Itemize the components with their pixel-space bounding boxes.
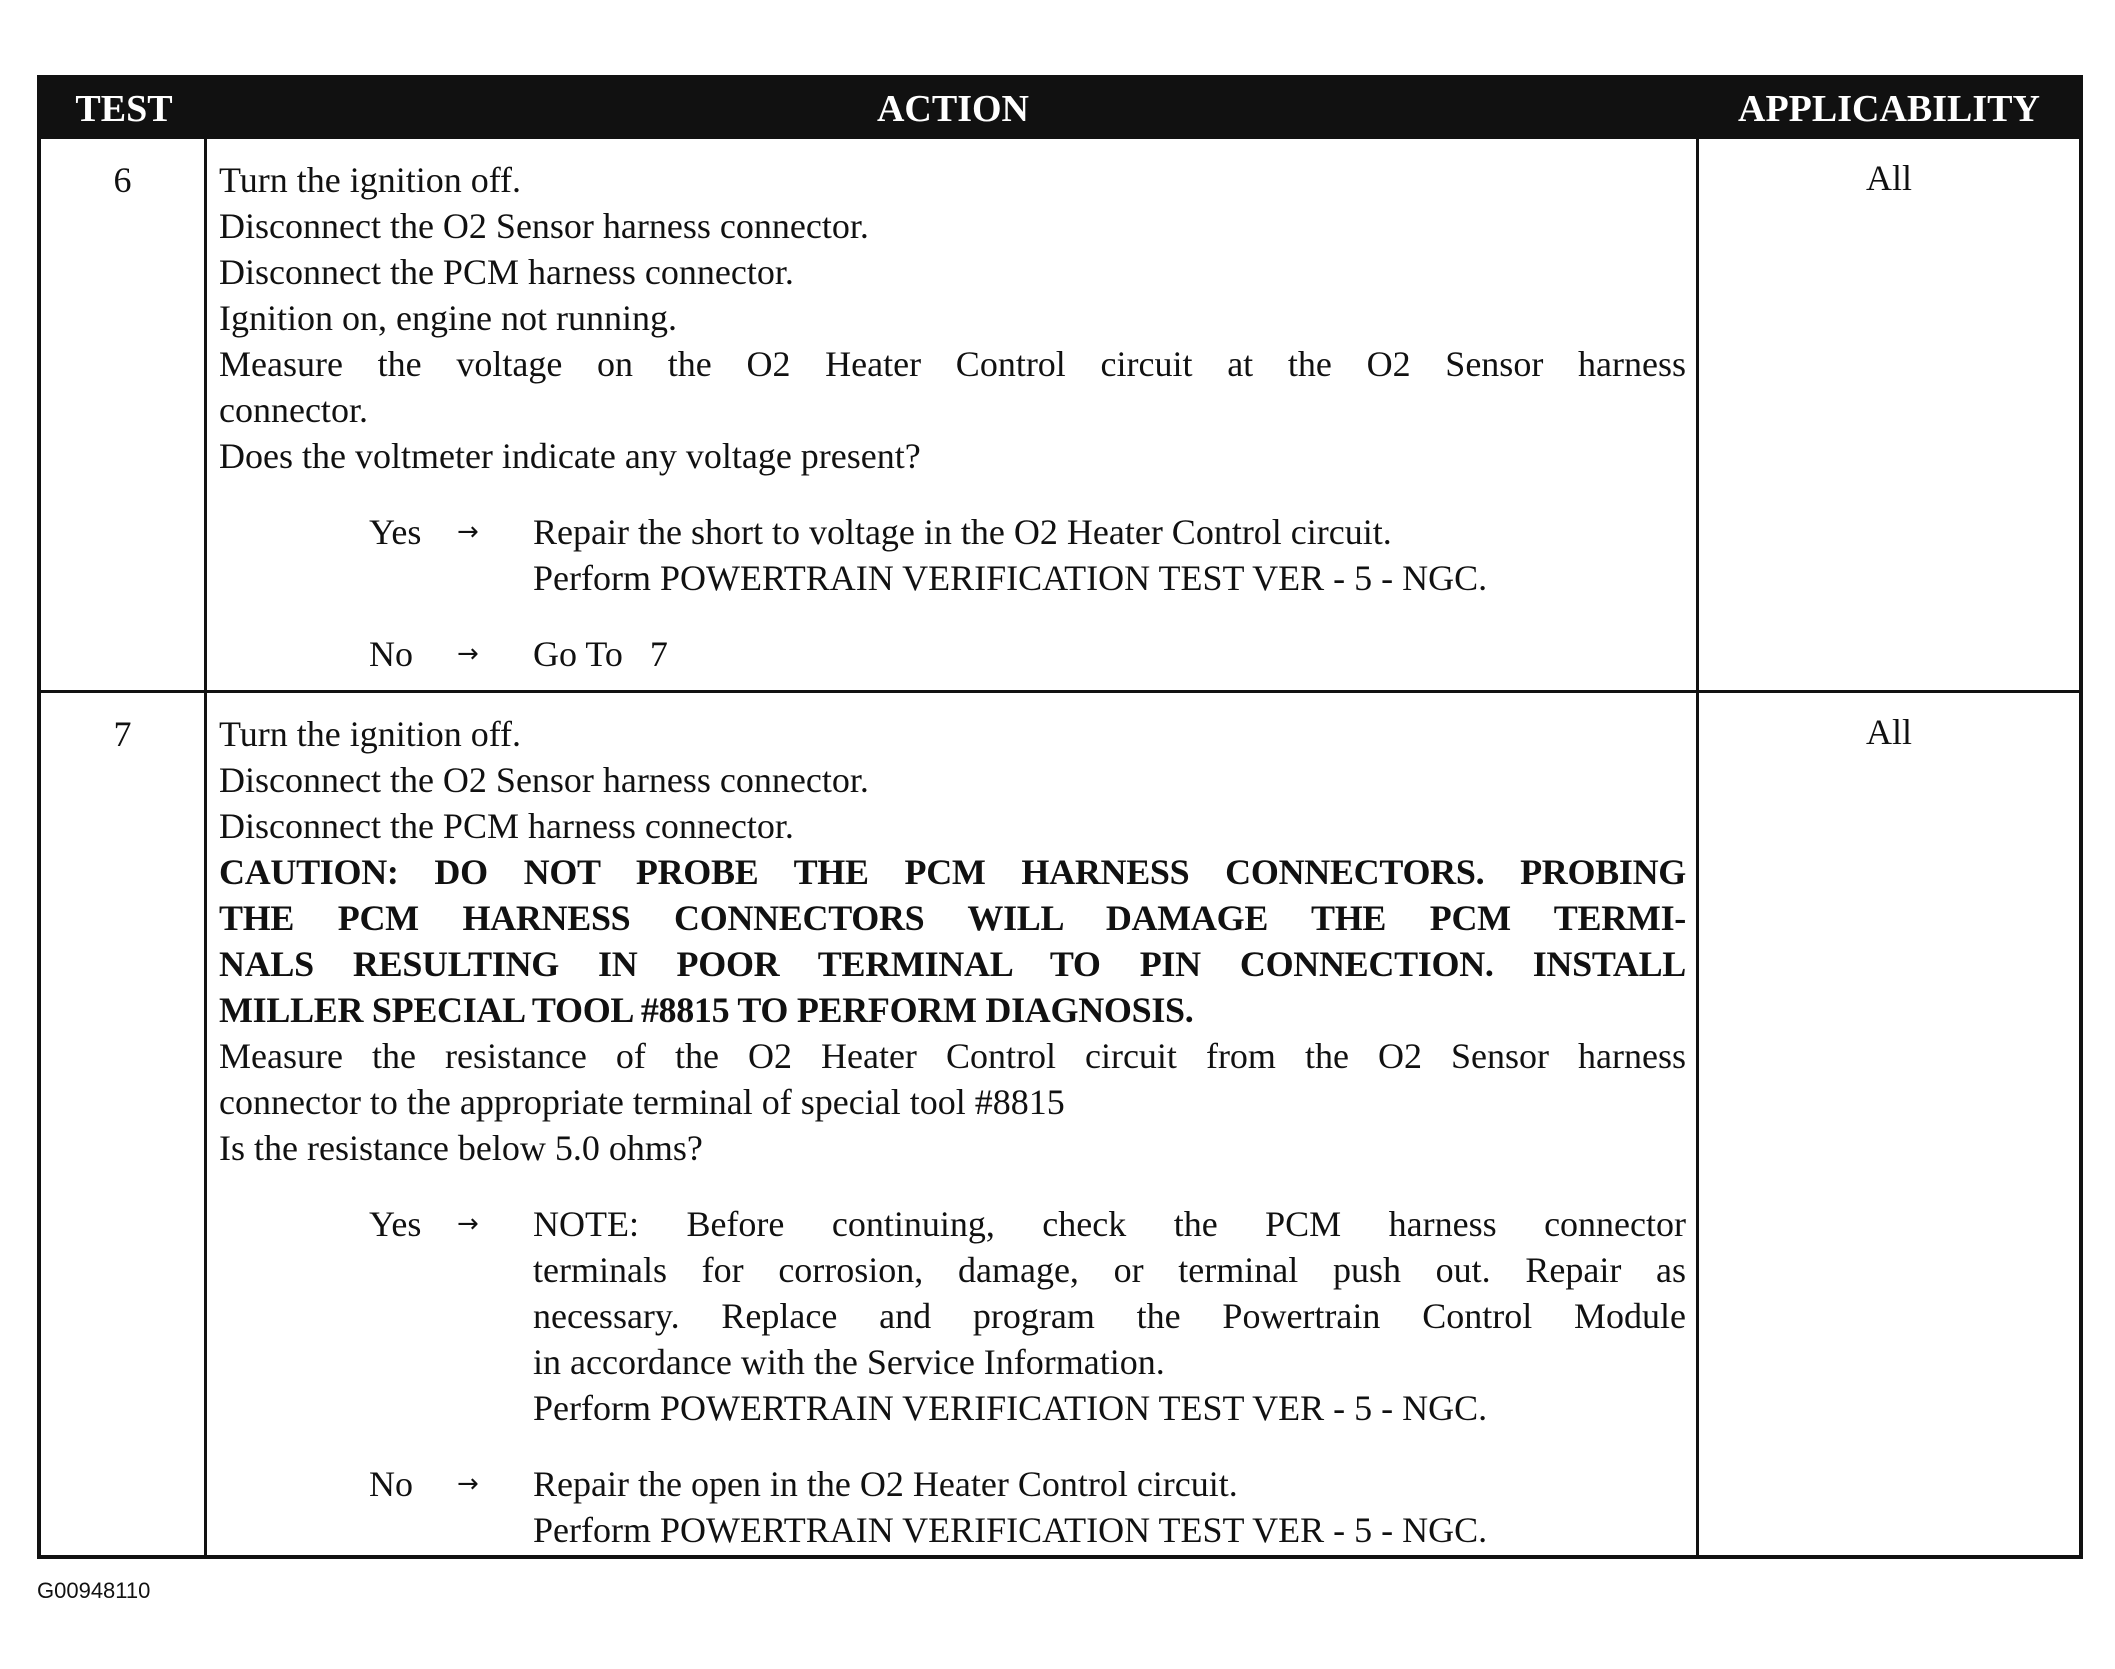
test-number: 6: [41, 139, 207, 690]
right-arrow-icon: →: [457, 1469, 479, 1499]
step-line: Disconnect the O2 Sensor harness connector.: [219, 206, 869, 246]
answer-line: Repair the open in the O2 Heater Control circuit.: [533, 1464, 1238, 1504]
step-line: connector.: [219, 390, 368, 430]
header-applicability: APPLICABILITY: [1738, 88, 2040, 130]
no-text: [533, 631, 1686, 677]
yes-answer: [369, 1201, 1686, 1431]
step-line: Disconnect the PCM harness connector.: [219, 806, 794, 846]
figure-reference-code: G00948110: [37, 1578, 151, 1603]
no-label: No: [369, 634, 413, 674]
test-number: 7: [41, 693, 207, 1555]
yes-answer: [369, 509, 1686, 601]
caution-line: NALS RESULTING IN POOR TERMINAL TO PIN CONNECTION. INSTALL: [219, 944, 1686, 984]
caution-line: THE PCM HARNESS CONNECTORS WILL DAMAGE THE PCM TERMI-: [219, 898, 1686, 938]
answer-line: necessary. Replace and program the Powertrain Control Module: [533, 1296, 1686, 1336]
caution-line: CAUTION: DO NOT PROBE THE PCM HARNESS CONNECTORS. PROBING: [219, 852, 1686, 892]
step-line: Disconnect the O2 Sensor harness connector.: [219, 760, 869, 800]
diagnostic-test-table: [37, 75, 2083, 1559]
applicability-value: All: [1865, 712, 1912, 752]
action-cell: [207, 693, 1699, 1555]
yes-label: Yes: [369, 1204, 422, 1244]
yes-text: [533, 509, 1686, 601]
table-row-test-7: [41, 690, 2079, 1555]
step-line: Ignition on, engine not running.: [219, 298, 677, 338]
answer-line: Perform POWERTRAIN VERIFICATION TEST VER - 5 - NGC.: [533, 1388, 1488, 1428]
step-line: Is the resistance below 5.0 ohms?: [219, 1128, 703, 1168]
answer-line: terminals for corrosion, damage, or terminal push out. Repair as: [533, 1250, 1686, 1290]
step-line: Disconnect the PCM harness connector.: [219, 252, 794, 292]
answer-line: Repair the short to voltage in the O2 Heater Control circuit.: [533, 512, 1392, 552]
right-arrow-icon: →: [457, 639, 479, 669]
no-answer: [369, 631, 1686, 677]
answer-line: Perform POWERTRAIN VERIFICATION TEST VER - 5 - NGC.: [533, 1510, 1488, 1550]
header-action: ACTION: [876, 88, 1030, 130]
step-line: Measure the resistance of the O2 Heater Control circuit from the O2 Sensor harness: [219, 1036, 1686, 1076]
applicability-value: All: [1865, 158, 1912, 198]
answer-line: in accordance with the Service Information.: [533, 1342, 1165, 1382]
caution-line: MILLER SPECIAL TOOL #8815 TO PERFORM DIAGNOSIS.: [219, 990, 1194, 1030]
no-label: No: [369, 1464, 413, 1504]
table-header-row: [41, 79, 2079, 139]
answer-line: Go To 7: [533, 634, 668, 674]
step-line: Does the voltmeter indicate any voltage present?: [219, 436, 921, 476]
right-arrow-icon: →: [457, 517, 479, 547]
no-text: [533, 1461, 1686, 1553]
header-test: TEST: [75, 88, 173, 130]
action-cell: [207, 139, 1699, 690]
step-line: connector to the appropriate terminal of special tool #8815: [219, 1082, 1065, 1122]
caution-block: [219, 849, 1686, 1033]
right-arrow-icon: →: [457, 1209, 479, 1239]
step-line: Turn the ignition off.: [219, 160, 522, 200]
step-line: Turn the ignition off.: [219, 714, 522, 754]
no-answer: [369, 1461, 1686, 1553]
table-row-test-6: [41, 139, 2079, 690]
yes-text: [533, 1201, 1686, 1431]
answer-line: NOTE: Before continuing, check the PCM harness connector: [533, 1204, 1686, 1244]
yes-label: Yes: [369, 512, 422, 552]
answer-line: Perform POWERTRAIN VERIFICATION TEST VER - 5 - NGC.: [533, 558, 1488, 598]
step-line: Measure the voltage on the O2 Heater Control circuit at the O2 Sensor harness: [219, 344, 1686, 384]
